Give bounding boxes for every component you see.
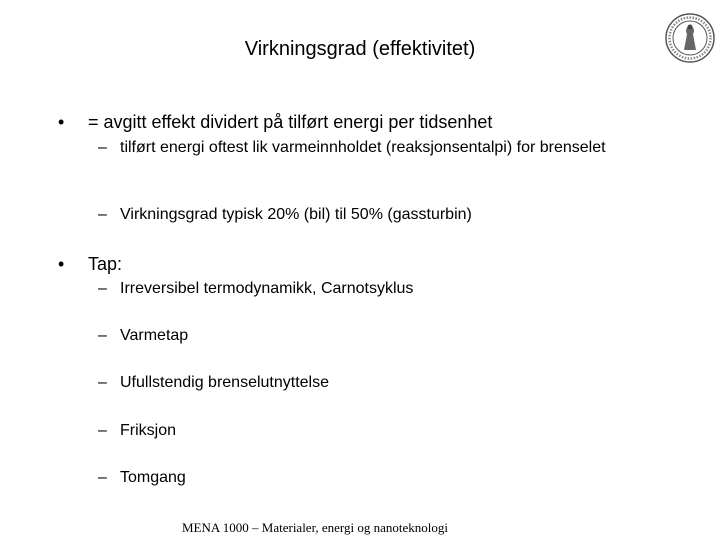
dash-marker: – [98, 327, 107, 344]
sub-bullet-item [98, 421, 680, 441]
dash-marker: – [98, 139, 107, 156]
sub-bullet-item [98, 326, 680, 346]
sub-bullet-text: Friksjon [120, 422, 177, 439]
sub-bullet-text: Irreversibel termodynamikk, Carnotsyklus [120, 280, 414, 297]
sub-bullet-text: tilført energi oftest lik varmeinnholdet (reaksjonsentalpi) for brenselet [120, 139, 606, 156]
dash-marker: – [98, 469, 107, 486]
sub-bullet-text: Varmetap [120, 327, 189, 344]
bullet-marker: • [58, 112, 65, 132]
slide-title: Virkningsgrad (effektivitet) [244, 38, 476, 60]
slide-footer: MENA 1000 – Materialer, energi og nanoteknologi [181, 520, 449, 535]
bullet-item [58, 111, 688, 133]
sub-bullet-item [98, 205, 680, 225]
dash-marker: – [98, 422, 107, 439]
dash-marker: – [98, 280, 107, 297]
sub-bullet-text: Tomgang [120, 469, 186, 486]
sub-bullet-item [98, 373, 680, 393]
sub-bullet-item [98, 279, 680, 299]
dash-marker: – [98, 206, 107, 223]
dash-marker: – [98, 374, 107, 391]
bullet-text: = avgitt effekt dividert på tilført energi per tidsenhet [88, 112, 493, 132]
sub-bullet-text: Virkningsgrad typisk 20% (bil) til 50% (gassturbin) [120, 206, 472, 223]
sub-bullet-text: Ufullstendig brenselutnyttelse [120, 374, 330, 391]
sub-bullet-item [98, 138, 610, 158]
bullet-item [58, 253, 688, 275]
bullet-text: Tap: [88, 254, 123, 274]
bullet-marker: • [58, 254, 65, 274]
sub-bullet-item [98, 468, 680, 488]
university-seal-icon [664, 12, 716, 64]
